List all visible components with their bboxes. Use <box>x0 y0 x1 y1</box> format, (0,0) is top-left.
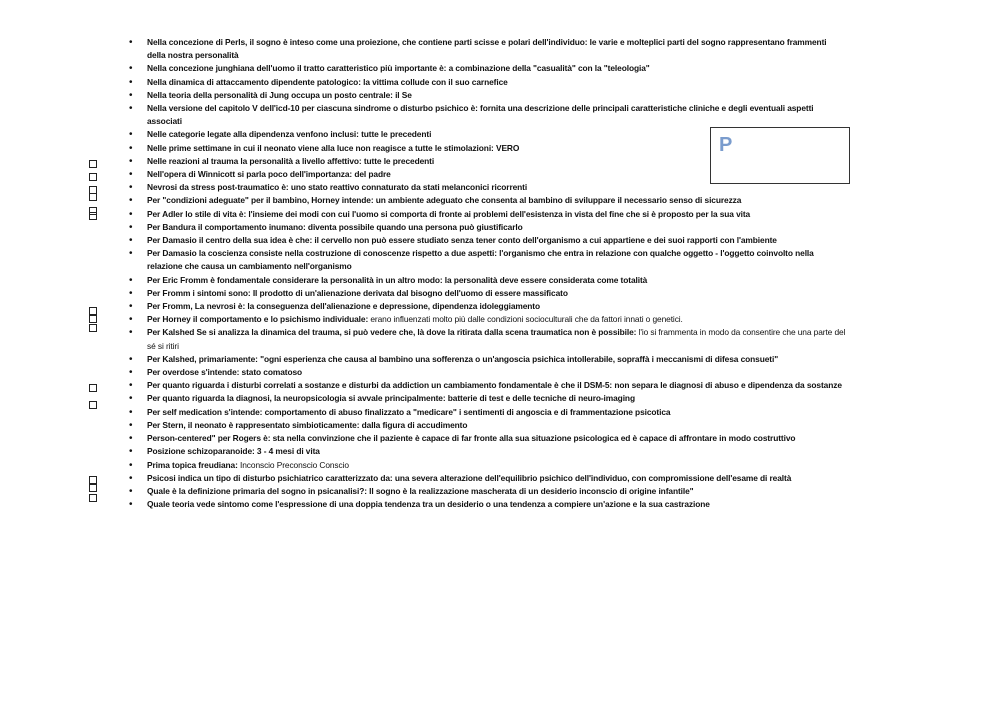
item-text: Nella dinamica di attaccamento dipendente patologico: la vittima collude con il suo carnefice <box>147 76 508 87</box>
list-item <box>147 274 847 287</box>
list-item <box>147 62 847 75</box>
item-text: Nell'opera di Winnicott si parla poco dell'importanza: del padre <box>147 169 391 180</box>
checkbox-square <box>89 324 97 332</box>
item-text-plain: erano influenzati molto più dalle condizioni socioculturali che da fattori innati o genetici. <box>368 314 683 325</box>
list-item <box>147 102 847 128</box>
item-text: Per Fromm, La nevrosi è: la conseguenza dell'alienazione e depressione, dipendenza idoleggiamento <box>147 301 541 312</box>
item-text: Nelle prime settimane in cui il neonato viene alla luce non reagisce a tutte le stimolazioni: VERO <box>147 142 520 153</box>
checkbox-square <box>89 401 97 409</box>
checkbox-square <box>89 315 97 323</box>
checkbox-square <box>89 494 97 502</box>
list-item <box>147 313 847 326</box>
item-text: Nella versione del capitolo V dell'icd-10 per ciascuna sindrome o disturbo psichico è: fornita una descrizione delle principali caratteristiche cliniche e degli eventuali aspetti associati <box>147 103 814 127</box>
item-text: Per Eric Fromm è fondamentale considerare la personalità in un altro modo: la personalità deve essere considerata come totalità <box>147 274 648 285</box>
item-text: Nella concezione junghiana dell'uomo il tratto caratteristico più importante è: a combinazione della "casualità" con la "teleologia" <box>147 63 650 74</box>
checkbox-square <box>89 160 97 168</box>
item-text: Per overdose s'intende: stato comatoso <box>147 367 303 378</box>
item-text: Per self medication s'intende: comportamento di abuso finalizzato a "medicare" i sentimenti di angoscia e di frammentazione psicotica <box>147 406 671 417</box>
item-text: Per Stern, il neonato è rappresentato simbioticamente: dalla figura di accudimento <box>147 419 468 430</box>
item-text: Prima topica freudiana: <box>147 459 238 470</box>
list-item <box>147 76 847 89</box>
list-item <box>147 379 847 392</box>
item-text: Quale è la definizione primaria del sogno in psicanalisi?: Il sogno è la realizzazione mascherata di un desiderio inconscio di origine infantile" <box>147 485 694 496</box>
item-text: Per Bandura il comportamento inumano: diventa possibile quando una persona può giustificarlo <box>147 221 523 232</box>
item-text: Per Damasio la coscienza consiste nella costruzione di conoscenze rispetto a due aspetti: l'organismo che entra in relazione con qualche oggetto - l'oggetto coinvolto nella relazione che causa un cambiamento nell'organismo <box>147 248 814 272</box>
item-text: Per quanto riguarda la diagnosi, la neuropsicologia si avvale principalmente: batterie di test e delle tecniche di neuro-imaging <box>147 393 635 404</box>
list-item <box>147 326 847 352</box>
item-text: Quale teoria vede sintomo come l'espressione di una doppia tendenza tra un desiderio o una tendenza a compiere un'azione e la sua castrazione <box>147 499 710 510</box>
item-text-plain: Inconscio Preconscio Conscio <box>237 459 349 470</box>
list-item <box>147 89 847 102</box>
list-item <box>147 300 847 313</box>
checkbox-square <box>89 476 97 484</box>
item-text: Person-centered" per Rogers è: sta nella convinzione che il paziente è capace di far fronte alla sua situazione psicologica ed è capace di affrontare in modo costruttivo <box>147 433 796 444</box>
list-item <box>147 247 847 273</box>
list-item <box>147 353 847 366</box>
list-item <box>147 406 847 419</box>
list-item <box>147 221 847 234</box>
checkbox-square <box>89 173 97 181</box>
checkbox-square <box>89 384 97 392</box>
checkbox-square <box>89 484 97 492</box>
item-text: Nelle reazioni al trauma la personalità a livello affettivo: tutte le precedenti <box>147 155 435 166</box>
list-item <box>147 208 847 221</box>
item-text: Per Damasio il centro della sua idea è che: il cervello non può essere studiato senza tener conto dell'organismo a cui appartiene e dei suoi rapporti con l'ambiente <box>147 235 777 246</box>
item-text-plain: l'io si frammenta in modo da consentire che una parte del sé si ritiri <box>147 327 846 351</box>
list-item <box>147 498 847 511</box>
item-text: Psicosi indica un tipo di disturbo psichiatrico caratterizzato da: una severa alterazione dell'equilibrio psichico dell'individuo, con compromissione dell'esame di realtà <box>147 472 792 483</box>
placeholder-frame <box>710 127 850 184</box>
item-text: Per Kalshed Se si analizza la dinamica del trauma, si può vedere che, là dove la ritirata dalla scena traumatica non è possibile: <box>147 327 637 338</box>
list-item <box>147 36 847 62</box>
question-answer-list <box>147 36 847 511</box>
list-item <box>147 392 847 405</box>
checkbox-square <box>89 212 97 220</box>
list-item <box>147 485 847 498</box>
list-item <box>147 459 847 472</box>
list-item <box>147 445 847 458</box>
item-text: Nevrosi da stress post-traumatico è: uno stato reattivo connaturato da stati melanconici ricorrenti <box>147 182 528 193</box>
checkbox-square <box>89 307 97 315</box>
item-text: Per Fromm i sintomi sono: Il prodotto di un'alienazione derivata dal bisogno dell'uomo di essere massificato <box>147 287 568 298</box>
list-item <box>147 432 847 445</box>
list-item <box>147 472 847 485</box>
item-text: Per Kalshed, primariamente: "ogni esperienza che causa al bambino una sofferenza o un'angoscia psichica intollerabile, sopraffà i meccanismi di difesa consueti" <box>147 353 779 364</box>
list-item <box>147 287 847 300</box>
list-item <box>147 366 847 379</box>
item-text: Per Adler lo stile di vita è: l'insieme dei modi con cui l'uomo si comporta di fronte ai problemi dell'esistenza in vista del fine che si è proposto per la sua vita <box>147 208 751 219</box>
item-text: Nella concezione di Perls, il sogno è inteso come una proiezione, che contiene parti scisse e polari dell'individuo: le varie e molteplici parti del sogno rappresentano frammenti della nostra personalità <box>147 37 827 61</box>
item-text: Per Horney il comportamento e lo psichismo individuale: <box>147 314 369 325</box>
frame-letter: P <box>719 134 733 156</box>
checkbox-square <box>89 193 97 201</box>
item-text: Nella teoria della personalità di Jung occupa un posto centrale: il Se <box>147 89 412 100</box>
list-item <box>147 419 847 432</box>
item-text: Posizione schizoparanoide: 3 - 4 mesi di vita <box>147 446 320 457</box>
list-item <box>147 194 847 207</box>
item-text: Per quanto riguarda i disturbi correlati a sostanze e disturbi da addiction un cambiamento fondamentale è che il DSM-5: non separa le diagnosi di abuso e dipendenza da sostanze <box>147 380 842 391</box>
item-text: Per "condizioni adeguate" per il bambino, Horney intende: un ambiente adeguato che consenta al bambino di sviluppare il necessario senso di sicurezza <box>147 195 742 206</box>
list-item <box>147 234 847 247</box>
item-text: Nelle categorie legate alla dipendenza venfono inclusi: tutte le precedenti <box>147 129 432 140</box>
